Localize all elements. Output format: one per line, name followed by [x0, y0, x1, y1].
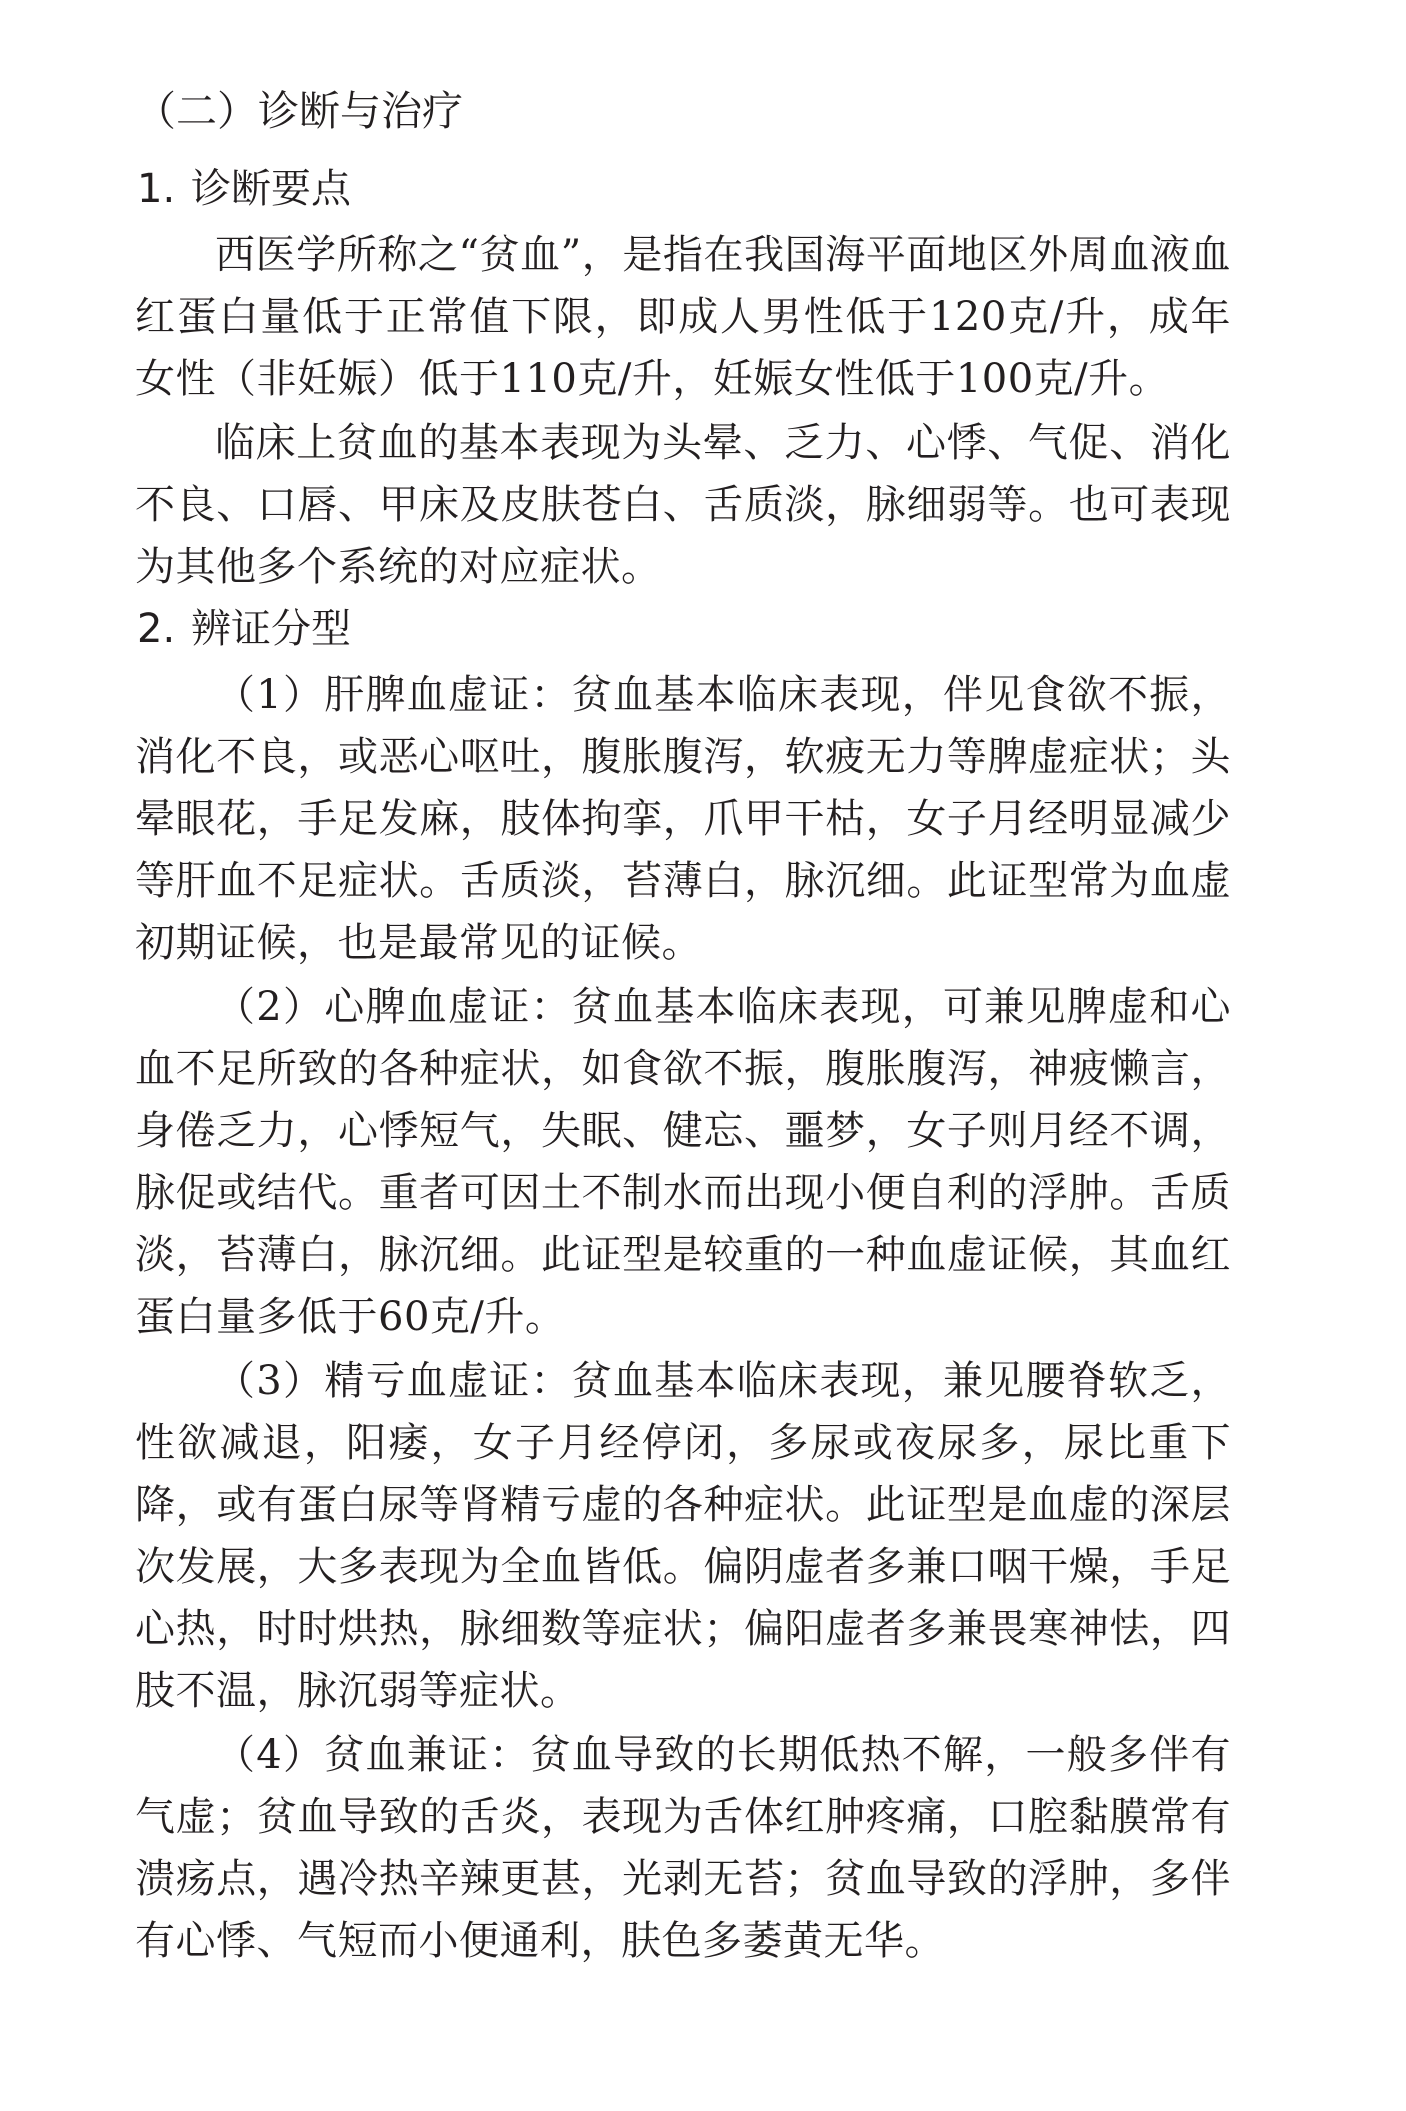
- subsection-number: 1.: [137, 166, 176, 212]
- paragraph: 临床上贫血的基本表现为头晕、乏力、心悸、气促、消化不良、口唇、甲床及皮肤苍白、舌质淡，脉细弱等。也可表现为其他多个系统的对应症状。: [135, 420, 1231, 590]
- subsection-number: 2.: [137, 606, 176, 652]
- paragraph-essence-deficiency: （3）精亏血虚证：贫血基本临床表现，兼见腰脊软乏，性欲减退，阳痿，女子月经停闭，多尿或夜尿多，尿比重下降，或有蛋白尿等肾精亏虚的各种症状。此证型是血虚的深层次发展，大多表现为全血皆低。偏阴虚者多兼口咽干燥，手足心热，时时烘热，脉细数等症状；偏阳虚者多兼畏寒神怯，四肢不温，脉沉弱等症状。: [135, 1358, 1231, 1714]
- document-body: [135, 80, 1231, 1974]
- paragraph-liver-spleen: （1）肝脾血虚证：贫血基本临床表现，伴见食欲不振，消化不良，或恶心呕吐，腹胀腹泻，软疲无力等脾虚症状；头晕眼花，手足发麻，肢体拘挛，爪甲干枯，女子月经明显减少等肝血不足症状。舌质淡，苔薄白，脉沉细。此证型常为血虚初期证候，也是最常见的证候。: [135, 672, 1231, 966]
- section-heading: （二）诊断与治疗: [135, 87, 463, 135]
- paragraph: 西医学所称之“贫血”，是指在我国海平面地区外周血液血红蛋白量低于正常值下限，即成人男性低于120克/升，成年女性（非妊娠）低于110克/升，妊娠女性低于100克/升。: [135, 232, 1231, 402]
- subsection-heading-diagnosis: [135, 160, 1231, 218]
- subsection-heading-syndrome-types: [135, 600, 1231, 658]
- paragraph-anemia-complications: （4）贫血兼证：贫血导致的长期低热不解，一般多伴有气虚；贫血导致的舌炎，表现为舌体红肿疼痛，口腔黏膜常有溃疡点，遇冷热辛辣更甚，光剥无苔；贫血导致的浮肿，多伴有心悸、气短而小便通利，肤色多萎黄无华。: [135, 1732, 1231, 1964]
- subsection-title: 辨证分型: [191, 606, 351, 652]
- paragraph-heart-spleen: （2）心脾血虚证：贫血基本临床表现，可兼见脾虚和心血不足所致的各种症状，如食欲不振，腹胀腹泻，神疲懒言，身倦乏力，心悸短气，失眠、健忘、噩梦，女子则月经不调，脉促或结代。重者可因土不制水而出现小便自利的浮肿。舌质淡，苔薄白，脉沉细。此证型是较重的一种血虚证候，其血红蛋白量多低于60克/升。: [135, 984, 1231, 1340]
- subsection-title: 诊断要点: [191, 166, 351, 212]
